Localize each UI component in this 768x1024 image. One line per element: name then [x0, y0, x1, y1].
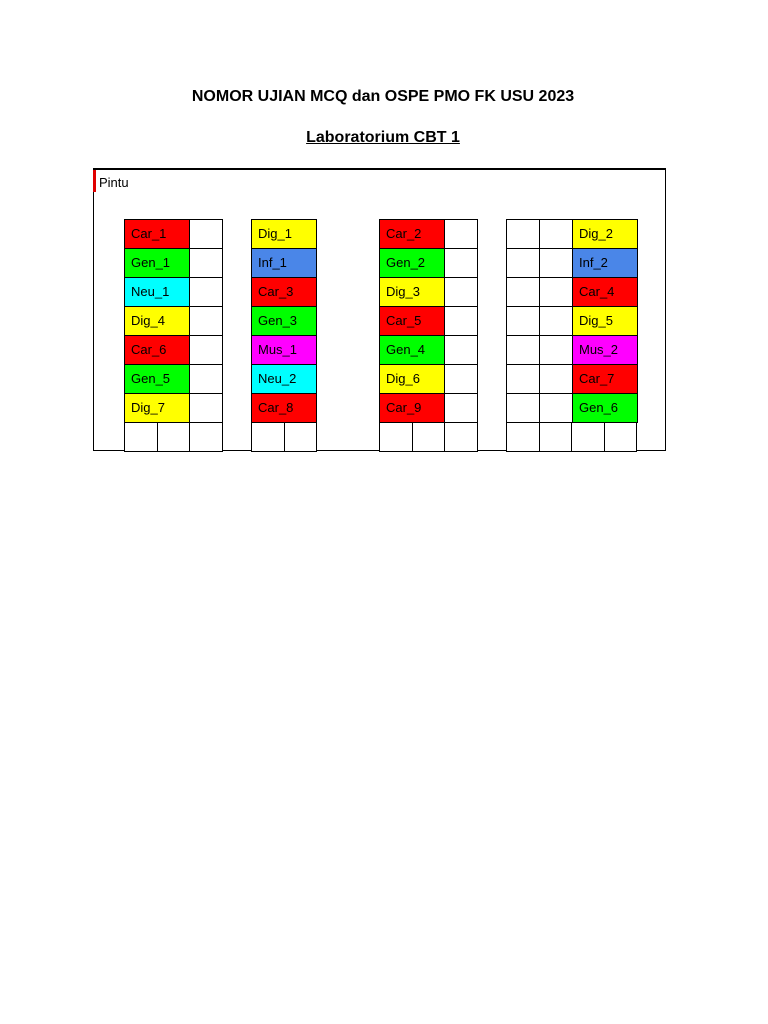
seat-empty	[539, 393, 573, 423]
seat-empty	[189, 422, 223, 452]
seat-empty	[506, 422, 540, 452]
seat-dig-2: Dig_2	[572, 219, 638, 249]
seat-empty	[157, 422, 190, 452]
seat-empty	[444, 335, 478, 365]
seat-empty	[506, 393, 540, 423]
seat-gen-2: Gen_2	[379, 248, 445, 278]
seat-dig-4: Dig_4	[124, 306, 190, 336]
seat-empty	[189, 393, 223, 423]
seat-empty	[506, 364, 540, 394]
page-title: NOMOR UJIAN MCQ dan OSPE PMO FK USU 2023	[191, 88, 575, 105]
seat-empty	[189, 335, 223, 365]
door-label: Pintu	[99, 175, 129, 190]
seat-mus-2: Mus_2	[572, 335, 638, 365]
seat-empty	[189, 364, 223, 394]
seat-car-5: Car_5	[379, 306, 445, 336]
seat-empty	[539, 277, 573, 307]
seat-empty	[539, 306, 573, 336]
seat-car-9: Car_9	[379, 393, 445, 423]
seat-empty	[189, 248, 223, 278]
seat-empty	[506, 248, 540, 278]
seat-empty	[284, 422, 317, 452]
seat-empty	[412, 422, 445, 452]
seat-empty	[506, 306, 540, 336]
seat-gen-5: Gen_5	[124, 364, 190, 394]
seat-gen-1: Gen_1	[124, 248, 190, 278]
seat-empty	[444, 277, 478, 307]
seat-empty	[444, 306, 478, 336]
seat-empty	[539, 248, 573, 278]
seat-neu-1: Neu_1	[124, 277, 190, 307]
seat-empty	[444, 248, 478, 278]
seat-car-7: Car_7	[572, 364, 638, 394]
seat-gen-4: Gen_4	[379, 335, 445, 365]
seat-neu-2: Neu_2	[251, 364, 317, 394]
seat-car-1: Car_1	[124, 219, 190, 249]
seat-empty	[189, 277, 223, 307]
seat-inf-1: Inf_1	[251, 248, 317, 278]
seat-car-3: Car_3	[251, 277, 317, 307]
seat-empty	[124, 422, 158, 452]
seat-car-6: Car_6	[124, 335, 190, 365]
seat-mus-1: Mus_1	[251, 335, 317, 365]
seat-empty	[539, 422, 572, 452]
seat-empty	[506, 219, 540, 249]
seat-empty	[444, 393, 478, 423]
seat-empty	[604, 422, 637, 452]
seat-dig-5: Dig_5	[572, 306, 638, 336]
seat-empty	[444, 422, 478, 452]
seat-gen-6: Gen_6	[572, 393, 638, 423]
seat-empty	[251, 422, 285, 452]
seat-dig-1: Dig_1	[251, 219, 317, 249]
seat-inf-2: Inf_2	[572, 248, 638, 278]
seat-dig-6: Dig_6	[379, 364, 445, 394]
seat-dig-3: Dig_3	[379, 277, 445, 307]
seat-car-4: Car_4	[572, 277, 638, 307]
page-subtitle: Laboratorium CBT 1	[306, 129, 460, 146]
seat-empty	[539, 335, 573, 365]
seat-empty	[539, 364, 573, 394]
seat-empty	[506, 277, 540, 307]
seat-empty	[506, 335, 540, 365]
seat-dig-7: Dig_7	[124, 393, 190, 423]
seat-empty	[444, 364, 478, 394]
door-marker	[93, 170, 96, 192]
seat-empty	[189, 306, 223, 336]
seat-empty	[379, 422, 413, 452]
seat-empty	[189, 219, 223, 249]
seat-car-2: Car_2	[379, 219, 445, 249]
seat-empty	[444, 219, 478, 249]
seat-empty	[539, 219, 573, 249]
seat-car-8: Car_8	[251, 393, 317, 423]
seat-gen-3: Gen_3	[251, 306, 317, 336]
seat-empty	[571, 422, 605, 452]
